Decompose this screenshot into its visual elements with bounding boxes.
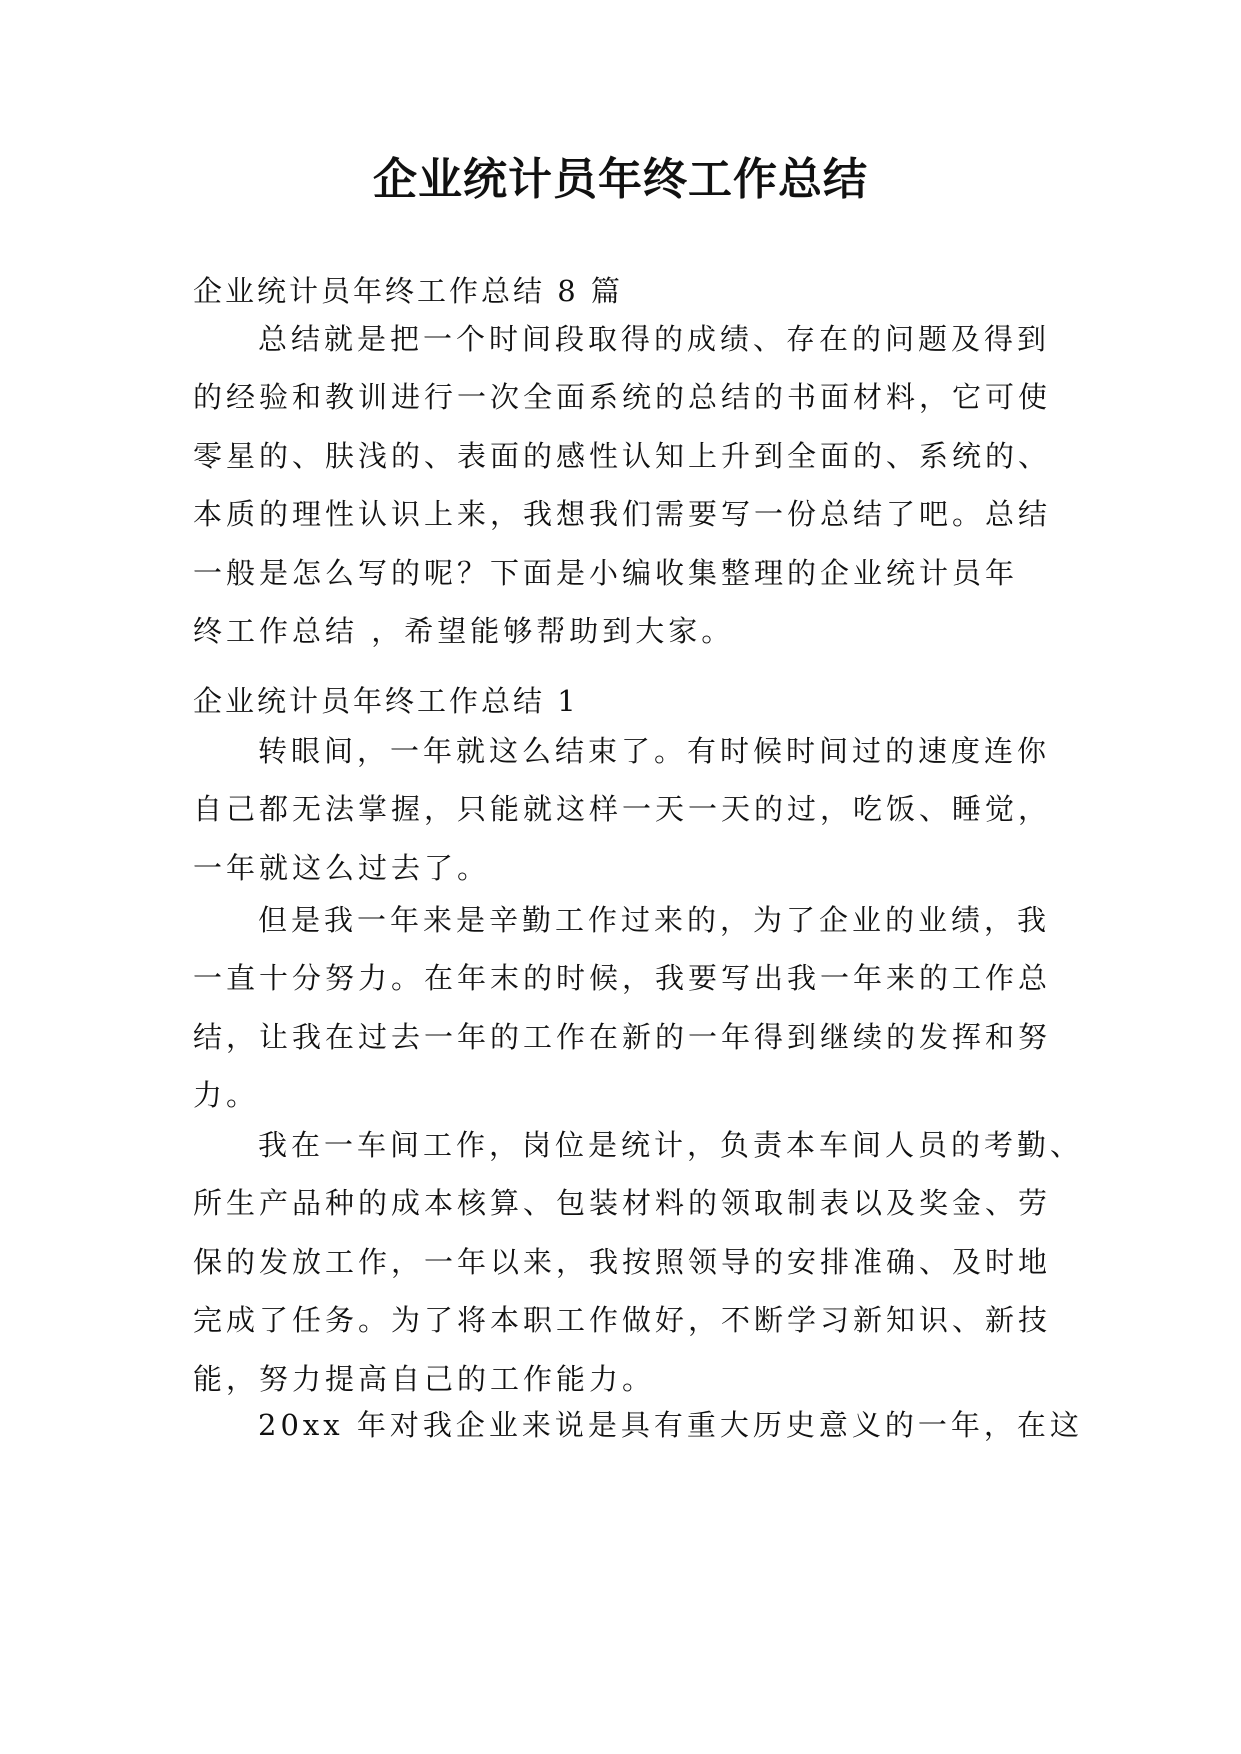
paragraph-line: 结，让我在过去一年的工作在新的一年得到继续的发挥和努 (193, 1019, 1052, 1054)
paragraph-3 (193, 1116, 1084, 1408)
paragraph-1 (193, 722, 1073, 897)
paragraph-line: 一年就这么过去了。 (193, 850, 491, 885)
paragraph-4 (193, 1396, 1083, 1454)
intro-line: 总结就是把一个时间段取得的成绩、存在的问题及得到 (258, 322, 1051, 356)
paragraph-line: 转眼间，一年就这么结束了。有时候时间过的速度连你 (258, 734, 1051, 768)
intro-line: 本质的理性认识上来，我想我们需要写一份总结了吧。总结 (193, 497, 1052, 532)
intro-line: 一般是怎么写的呢？下面是小编收集整理的企业统计员年 (193, 555, 1019, 590)
intro-paragraph (193, 310, 1073, 660)
paragraph-line: 自己都无法掌握，只能就这样一天一天的过，吃饭、睡觉， (193, 792, 1052, 827)
section-heading-line: 企业统计员年终工作总结 1 (193, 684, 579, 718)
intro-line: 零星的、肤浅的、表面的感性认知上升到全面的、系统的、 (193, 438, 1052, 473)
document-title: 企业统计员年终工作总结 (373, 154, 868, 205)
paragraph-line: 完成了任务。为了将本职工作做好，不断学习新知识、新技 (193, 1303, 1052, 1338)
paragraph-2 (193, 891, 1073, 1125)
intro-line: 终工作总结 ，希望能够帮助到大家。 (193, 614, 735, 649)
paragraph-line: 力。 (193, 1078, 260, 1113)
paragraph-line: 保的发放工作，一年以来，我按照领导的安排准确、及时地 (193, 1244, 1052, 1279)
subtitle-line: 企业统计员年终工作总结 8 篇 (193, 274, 623, 308)
intro-line: 的经验和教训进行一次全面系统的总结的书面材料，它可使 (193, 380, 1052, 415)
paragraph-line: 我在一车间工作，岗位是统计，负责本车间人员的考勤、 (258, 1128, 1084, 1162)
paragraph-line: 能，努力提高自己的工作能力。 (193, 1361, 656, 1396)
paragraph-line: 20xx 年对我企业来说是具有重大历史意义的一年，在这 (258, 1408, 1083, 1442)
paragraph-line: 所生产品种的成本核算、包装材料的领取制表以及奖金、劳 (193, 1186, 1052, 1221)
paragraph-line: 一直十分努力。在年末的时候，我要写出我一年来的工作总 (193, 961, 1052, 996)
paragraph-line: 但是我一年来是辛勤工作过来的，为了企业的业绩，我 (258, 903, 1051, 937)
